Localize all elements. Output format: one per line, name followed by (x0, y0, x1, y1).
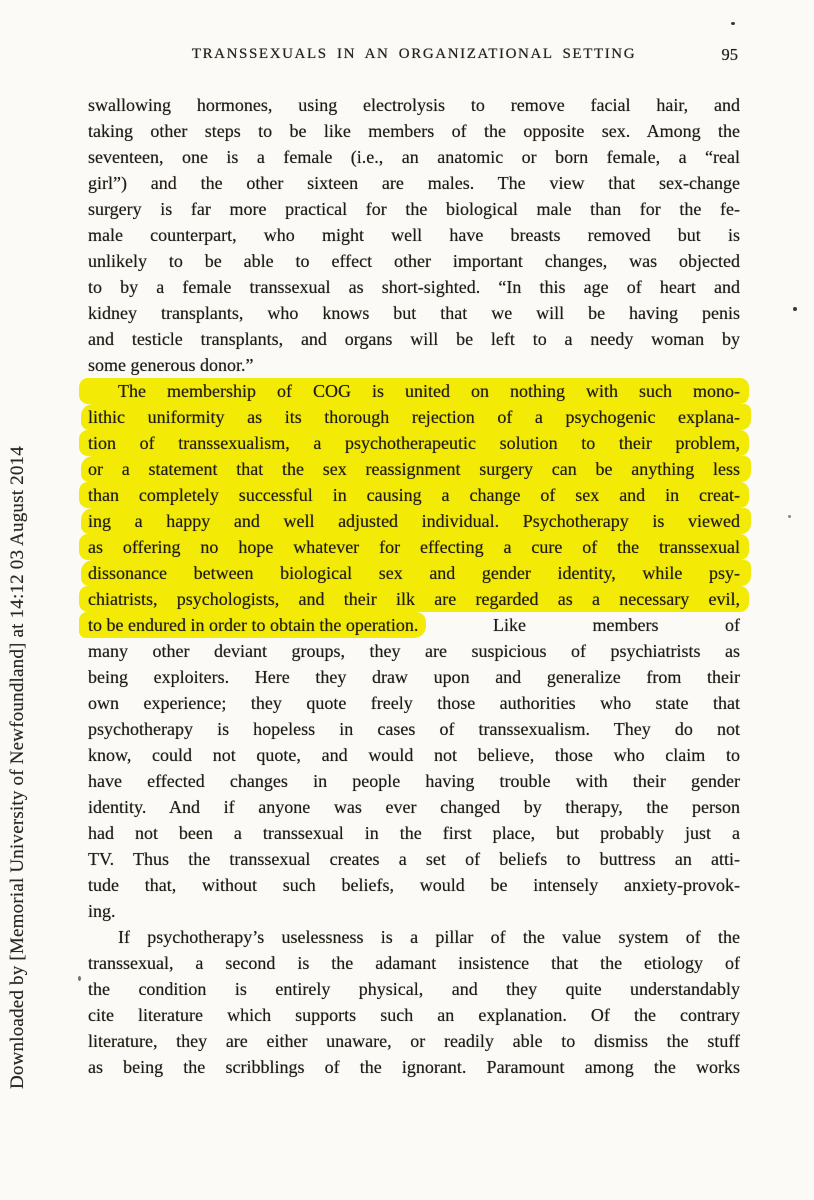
text-line: own experience; they quote freely those authorities who state that (88, 693, 740, 713)
body-text: Like members of (426, 615, 740, 635)
text-line: ing a happy and well adjusted individual. Psychotherapy is viewed (81, 508, 751, 534)
text-line: tude that, without such beliefs, would be intensely anxiety-provok- (88, 875, 740, 895)
scan-artifact (788, 515, 791, 518)
text-line: or a statement that the sex reassignment surgery can be anything less (81, 456, 751, 482)
text-line: than completely successful in causing a change of sex and in creat- (79, 482, 749, 508)
page-number: 95 (721, 45, 738, 64)
text-line: unlikely to be able to effect other important changes, was objected (88, 251, 740, 271)
text-line: seventeen, one is a female (i.e., an anatomic or born female, a “real (88, 147, 740, 167)
text-line: had not been a transsexual in the first place, but probably just a (88, 823, 740, 843)
text-line: to by a female transsexual as short-sighted. “In this age of heart and (88, 277, 740, 297)
text-column (88, 92, 740, 1080)
text-line: know, could not quote, and would not believe, those who claim to (88, 745, 740, 765)
text-line: If psychotherapy’s uselessness is a pillar of the value system of the (118, 927, 740, 947)
text-line: identity. And if anyone was ever changed by therapy, the person (88, 797, 740, 817)
scan-artifact (78, 976, 81, 981)
text-line: surgery is far more practical for the biological male than for the fe- (88, 199, 740, 219)
highlighted-text: to be endured in order to obtain the operation. (79, 612, 426, 638)
text-line: chiatrists, psychologists, and their ilk are regarded as a necessary evil, (79, 586, 749, 612)
text-line: girl”) and the other sixteen are males. The view that sex-change (88, 173, 740, 193)
text-line: ing. (88, 901, 116, 921)
text-line: literature, they are either unaware, or readily able to dismiss the stuff (88, 1031, 740, 1051)
text-line: cite literature which supports such an explanation. Of the contrary (88, 1005, 740, 1025)
text-line: many other deviant groups, they are suspicious of psychiatrists as (88, 641, 740, 661)
text-line: lithic uniformity as its thorough rejection of a psychogenic explana- (81, 404, 751, 430)
text-line: have effected changes in people having trouble with their gender (88, 771, 740, 791)
text-line: being exploiters. Here they draw upon and generalize from their (88, 667, 740, 687)
text-line (88, 612, 740, 638)
text-line: kidney transplants, who knows but that we will be having penis (88, 303, 740, 323)
running-header (88, 46, 740, 63)
download-watermark: Downloaded by [Memorial University of Newfoundland] at 14:12 03 August 2014 (7, 446, 28, 1089)
text-line: dissonance between biological sex and gender identity, while psy- (81, 560, 751, 586)
text-line: psychotherapy is hopeless in cases of transsexualism. They do not (88, 719, 740, 739)
text-line: taking other steps to be like members of the opposite sex. Among the (88, 121, 740, 141)
text-line: some generous donor.” (88, 355, 254, 375)
scan-artifact (731, 22, 735, 25)
text-line: The membership of COG is united on nothing with such mono- (79, 378, 749, 404)
header-title: TRANSSEXUALS IN AN ORGANIZATIONAL SETTING (191, 46, 637, 62)
text-line: as offering no hope whatever for effecting a cure of the transsexual (79, 534, 749, 560)
text-line: swallowing hormones, using electrolysis to remove facial hair, and (88, 95, 740, 115)
text-line: male counterpart, who might well have breasts removed but is (88, 225, 740, 245)
text-line: the condition is entirely physical, and they quite understandably (88, 979, 740, 999)
text-line: tion of transsexualism, a psychotherapeutic solution to their problem, (79, 430, 749, 456)
scan-artifact (793, 307, 797, 311)
text-line: transsexual, a second is the adamant insistence that the etiology of (88, 953, 740, 973)
text-line: and testicle transplants, and organs will be left to a needy woman by (88, 329, 740, 349)
text-line: as being the scribblings of the ignorant. Paramount among the works (88, 1057, 740, 1077)
text-line: TV. Thus the transsexual creates a set of beliefs to buttress an atti- (88, 849, 740, 869)
